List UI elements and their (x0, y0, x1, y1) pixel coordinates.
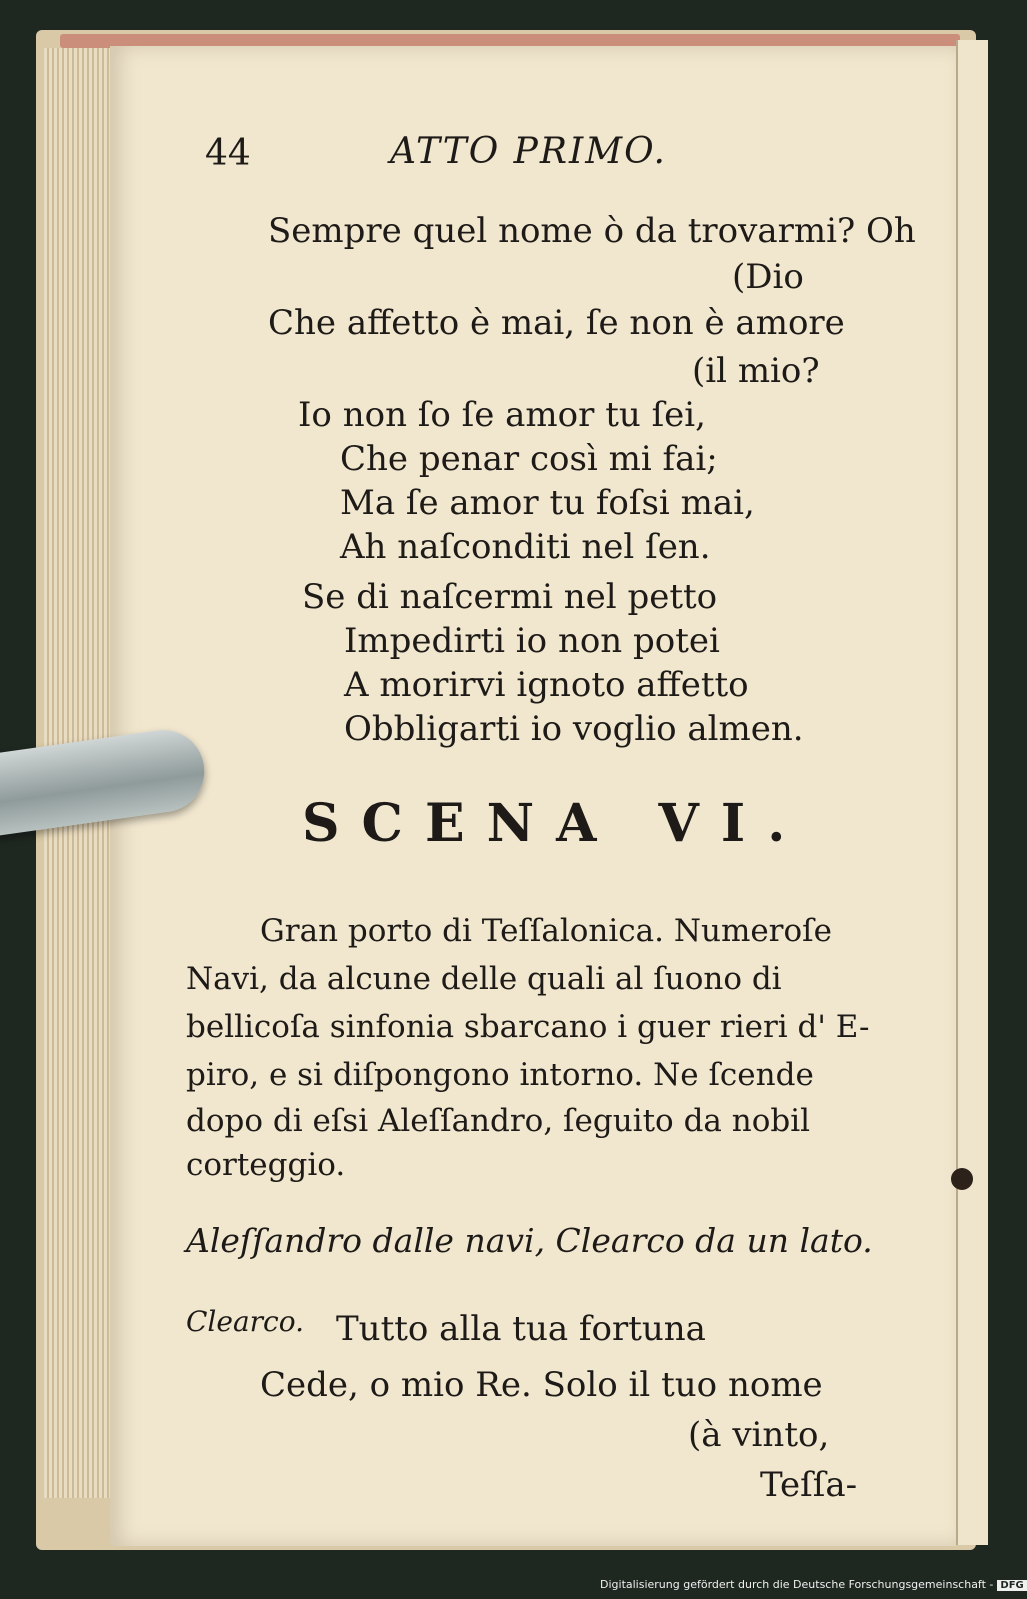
scene-heading: SCENA VI. (302, 793, 808, 854)
aria-line: Obbligarti io voglio almen. (344, 709, 804, 749)
stage-direction-line: bellicoſa sinfonia sbarcano i guer rieri d' E- (186, 1009, 870, 1045)
recitative-line: (Dio (732, 257, 804, 297)
recitative-line: Che affetto è mai, ſe non è amore (268, 303, 845, 343)
stage-direction-line: Navi, da alcune delle quali al ſuono di (186, 961, 782, 997)
aria-line: Impedirti io non potei (344, 621, 720, 661)
stage-direction-line: corteggio. (186, 1147, 346, 1183)
aria-line: Se di naſcermi nel petto (302, 577, 718, 617)
dialogue-line: (à vinto, (688, 1415, 830, 1455)
aria-line: A morirvi ignoto affetto (344, 665, 749, 705)
aria-line: Che penar così mi fai; (340, 439, 718, 479)
speaker-name: Clearco. (186, 1305, 304, 1338)
credit-text: Digitalisierung gefördert durch die Deutsche Forschungsgemeinschaft - (600, 1578, 994, 1591)
recitative-line: Sempre quel nome ò da trovarmi? Oh (268, 211, 916, 251)
characters-line: Aleſſandro dalle navi, Clearco da un lato. (186, 1221, 873, 1260)
dialogue-line: Cede, o mio Re. Solo il tuo nome (260, 1365, 823, 1405)
adjacent-page-edge (956, 40, 988, 1545)
aria-line: Ah naſconditi nel ſen. (340, 527, 711, 567)
stage-direction-line: piro, e si diſpongono intorno. Ne ſcende (186, 1057, 814, 1093)
running-title: ATTO PRIMO. (390, 131, 667, 172)
dialogue-line: Tutto alla tua fortuna (336, 1309, 706, 1349)
page-number: 44 (205, 133, 251, 174)
stage-direction-line: Gran porto di Teſſalonica. Numeroſe (260, 913, 832, 949)
aria-line: Io non ſo ſe amor tu ſei, (298, 395, 706, 435)
digitization-credit (600, 1578, 1027, 1591)
recitative-line: (il mio? (692, 351, 820, 391)
stage-direction-line: dopo di eſsi Aleſſandro, ſeguito da nobil (186, 1103, 811, 1139)
dfg-logo: DFG (997, 1580, 1026, 1591)
catchword: Teſſa- (760, 1465, 858, 1505)
aria-line: Ma ſe amor tu foſsi mai, (340, 483, 755, 523)
book-page (110, 46, 956, 1546)
page-hole (951, 1168, 973, 1190)
